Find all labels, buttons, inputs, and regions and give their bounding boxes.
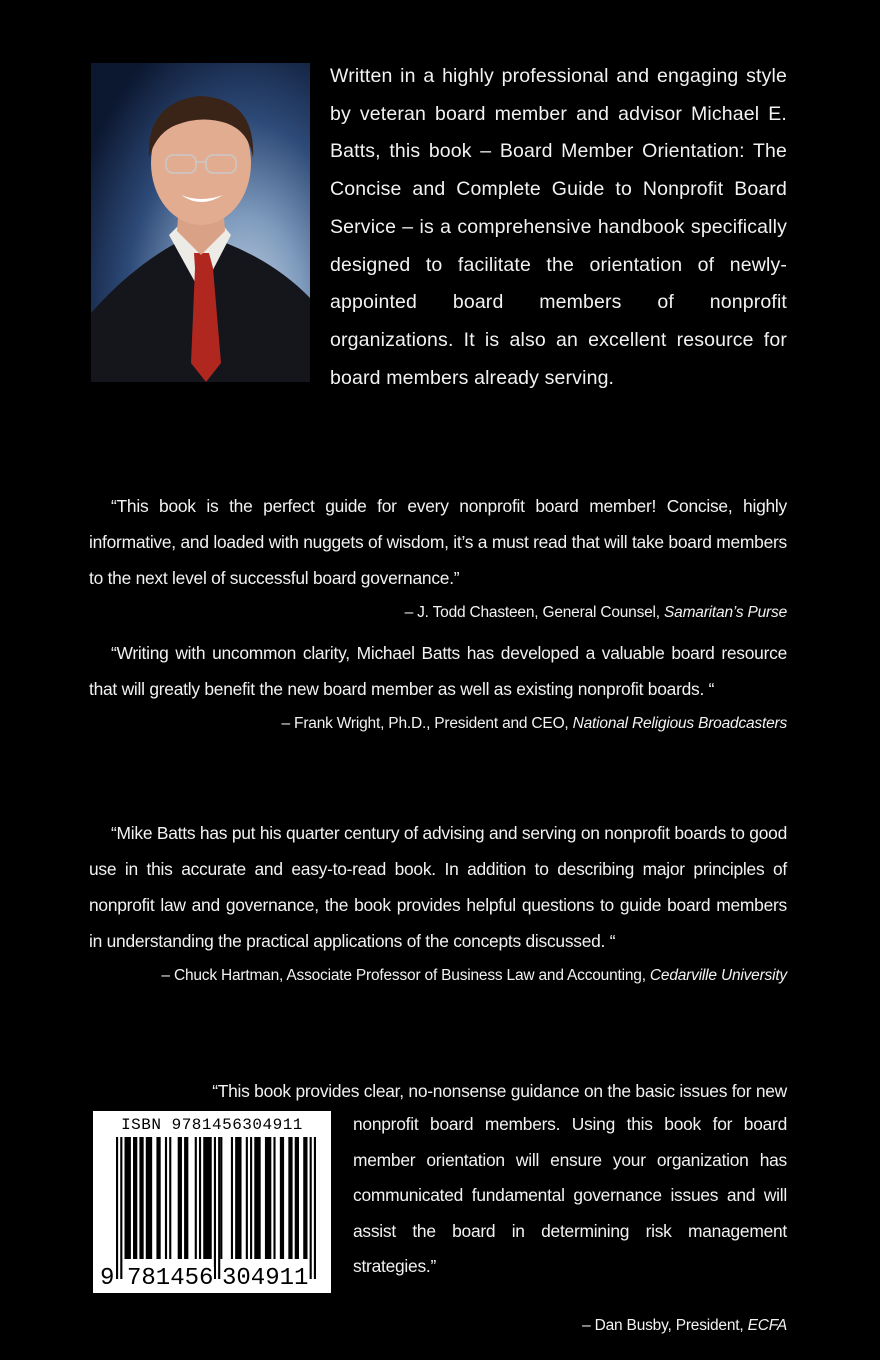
endorsement-chasteen <box>89 488 787 628</box>
isbn-barcode <box>93 1111 331 1293</box>
barcode-bar <box>120 1137 122 1279</box>
endorsement-attribution <box>89 709 787 739</box>
barcode-bar <box>231 1137 233 1259</box>
endorsement-attribution <box>582 1317 787 1335</box>
author-portrait-illustration <box>91 63 310 382</box>
endorsement-busby-continued: nonprofit board members. Using this book for board member orientation will ensure your organization has communicated fundamental governance issues and will assist the board in determining risk management strategies.” <box>353 1114 787 1276</box>
barcode-bar <box>250 1137 252 1259</box>
author-photo <box>91 63 310 382</box>
endorsement-quote: “This book is the perfect guide for every nonprofit board member! Concise, highly informative, and loaded with nuggets of wisdom, it’s a must read that will take board members to the next level of successful board governance.” <box>89 496 787 588</box>
attribution-name: – J. Todd Chasteen, General Counsel, <box>404 604 665 621</box>
endorsement-quote-first-line: “This book provides clear, no-nonsense guidance on the basic issues for new <box>212 1081 787 1101</box>
barcode-bar <box>184 1137 188 1259</box>
attribution-organization: Cedarville University <box>649 967 787 984</box>
barcode-bar <box>280 1137 284 1259</box>
barcode-bar <box>165 1137 167 1259</box>
barcode-bar <box>125 1137 131 1259</box>
barcode-bar <box>139 1137 143 1259</box>
attribution-name: – Dan Busby, President, <box>582 1317 748 1334</box>
endorsement-hartman <box>89 815 787 991</box>
barcode-bar <box>273 1137 275 1259</box>
isbn-label: ISBN 9781456304911 <box>121 1116 303 1134</box>
barcode-digit-group: 304911 <box>222 1265 309 1292</box>
endorsement-attribution <box>89 961 787 991</box>
barcode-bar <box>133 1137 137 1259</box>
barcode-bar <box>314 1137 316 1279</box>
barcode-bar <box>220 1137 222 1259</box>
attribution-organization: National Religious Broadcasters <box>572 715 787 732</box>
attribution-name: – Frank Wright, Ph.D., President and CEO, <box>281 715 573 732</box>
barcode-digit-group: 9 <box>100 1265 115 1292</box>
barcode-bar <box>116 1137 118 1279</box>
endorsement-quote: “Writing with uncommon clarity, Michael Batts has developed a valuable board resource that will greatly benefit the new board member as well as existing nonprofit boards. “ <box>89 643 787 699</box>
endorsement-attribution <box>89 598 787 628</box>
barcode-bar <box>195 1137 197 1259</box>
barcode-bar <box>203 1137 212 1259</box>
attribution-organization: Samaritan’s Purse <box>664 604 787 621</box>
barcode-digit-group: 781456 <box>127 1265 214 1292</box>
barcode-bar <box>178 1137 182 1259</box>
barcode-bar <box>310 1137 312 1279</box>
barcode-bar <box>214 1137 216 1279</box>
barcode-bar <box>169 1137 171 1259</box>
endorsement-busby-first-line <box>89 1073 787 1109</box>
barcode-bar <box>246 1137 248 1259</box>
barcode-bar <box>199 1137 201 1259</box>
barcode-bar <box>303 1137 307 1259</box>
barcode-bar <box>288 1137 292 1259</box>
barcode-bar <box>254 1137 260 1259</box>
barcode-bar <box>218 1137 220 1279</box>
barcode-bar <box>265 1137 271 1259</box>
barcode-bar <box>156 1137 160 1259</box>
barcode-bar <box>235 1137 241 1259</box>
attribution-organization: ECFA <box>747 1317 787 1334</box>
endorsement-wright <box>89 635 787 739</box>
book-description: Written in a highly professional and engaging style by veteran board member and advisor Michael E. Batts, this book – Board Member Orientation: The Concise and Complete Guide to Nonprofit Board Service – is a comprehensive handbook specifically designed to facilitate the orientation of newly-appointed board members of nonprofit organizations. It is also an excellent resource for board members already serving. <box>330 65 787 389</box>
barcode-bar <box>146 1137 152 1259</box>
barcode-bar <box>295 1137 299 1259</box>
endorsement-quote: “Mike Batts has put his quarter century of advising and serving on nonprofit boards to good use in this accurate and easy-to-read book. In addition to describing major principles of nonprofit law and governance, the book provides helpful questions to guide board members in understanding the practical applications of the concepts discussed. “ <box>89 823 787 951</box>
barcode-bars <box>116 1137 316 1279</box>
attribution-name: – Chuck Hartman, Associate Professor of Business Law and Accounting, <box>161 967 650 984</box>
